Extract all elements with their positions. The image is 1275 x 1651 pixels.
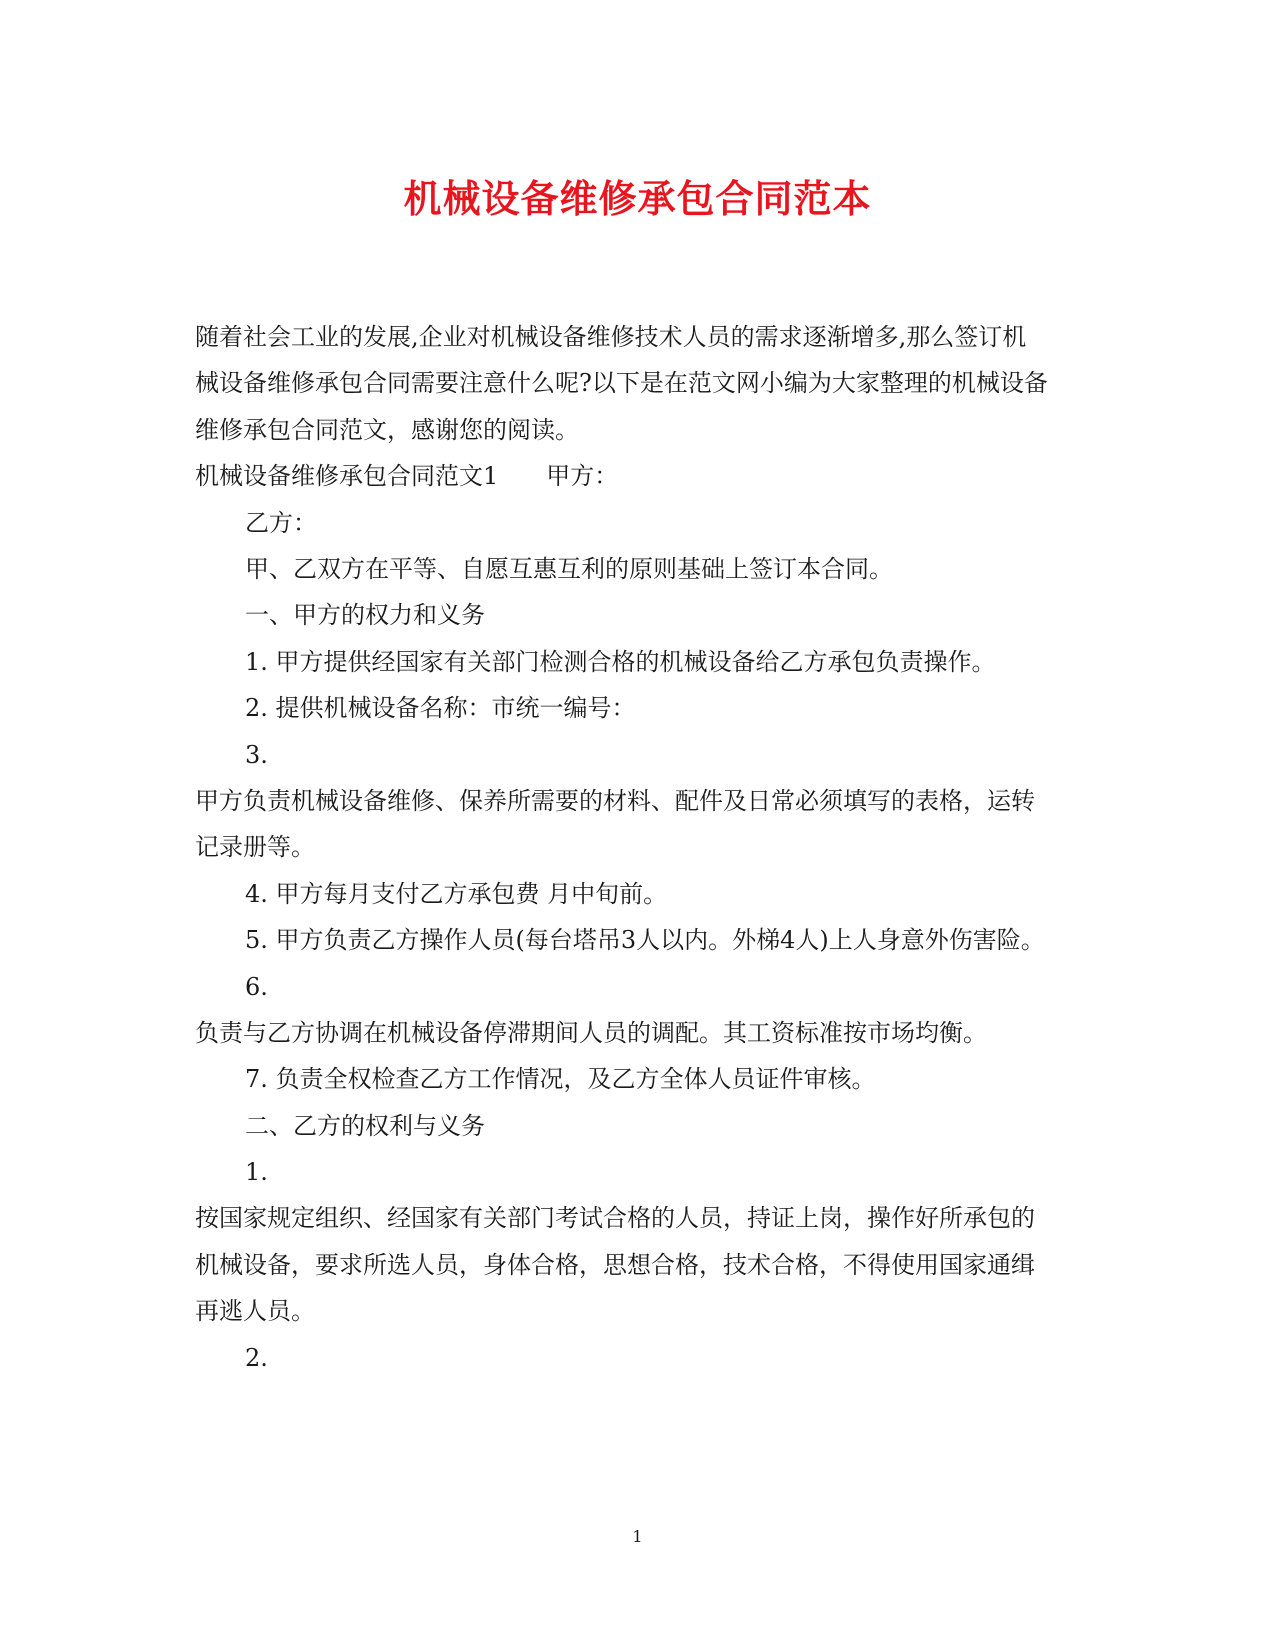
section-1-item-3-number: 3. (245, 741, 268, 769)
intro-line-3: 维修承包合同范文，感谢您的阅读。 (195, 416, 579, 444)
section-1-item-1: 1. 甲方提供经国家有关部门检测合格的机械设备给乙方承包负责操作。 (245, 648, 996, 676)
section-1-item-6-text: 负责与乙方协调在机械设备停滞期间人员的调配。其工资标准按市场均衡。 (195, 1019, 987, 1047)
section-2-item-1-line-1: 按国家规定组织、经国家有关部门考试合格的人员，持证上岗，操作好所承包的 (195, 1204, 1035, 1232)
section-1-item-6-number: 6. (245, 973, 268, 1001)
section-1-item-4: 4. 甲方每月支付乙方承包费 月中旬前。 (245, 880, 668, 908)
intro-line-1: 随着社会工业的发展,企业对机械设备维修技术人员的需求逐渐增多,那么签订机 (195, 323, 1027, 351)
section-2-item-1-line-3: 再逃人员。 (195, 1297, 315, 1325)
section-2-title: 二、乙方的权利与义务 (245, 1112, 485, 1140)
party-b-label: 乙方： (245, 509, 317, 537)
section-2-item-1-number: 1. (245, 1158, 268, 1186)
intro-line-2: 械设备维修承包合同需要注意什么呢?以下是在范文网小编为大家整理的机械设备 (195, 369, 1048, 397)
section-1-item-3-line-1: 甲方负责机械设备维修、保养所需要的材料、配件及日常必须填写的表格，运转 (195, 787, 1035, 815)
party-a-label: 甲方： (546, 462, 619, 490)
page-number: 1 (632, 1527, 643, 1546)
section-1-item-7: 7. 负责全权检查乙方工作情况，及乙方全体人员证件审核。 (245, 1065, 876, 1093)
section-2-item-1-line-2: 机械设备，要求所选人员，身体合格，思想合格，技术合格，不得使用国家通缉 (195, 1251, 1035, 1279)
section-1-title: 一、甲方的权力和义务 (245, 601, 485, 629)
section-1-item-3-line-2: 记录册等。 (195, 833, 315, 861)
section-1-item-5: 5. 甲方负责乙方操作人员(每台塔吊3人以内。外梯4人)上人身意外伤害险。 (245, 926, 1045, 954)
section-2-item-2-number: 2. (245, 1344, 268, 1372)
section-1-item-2: 2. 提供机械设备名称：市统一编号： (245, 694, 636, 722)
contract-sample-heading: 机械设备维修承包合同范文1 (195, 462, 499, 490)
preamble: 甲、乙双方在平等、自愿互惠互利的原则基础上签订本合同。 (245, 555, 893, 583)
document-title: 机械设备维修承包合同范本 (403, 176, 872, 221)
contract-heading-line (195, 461, 618, 491)
